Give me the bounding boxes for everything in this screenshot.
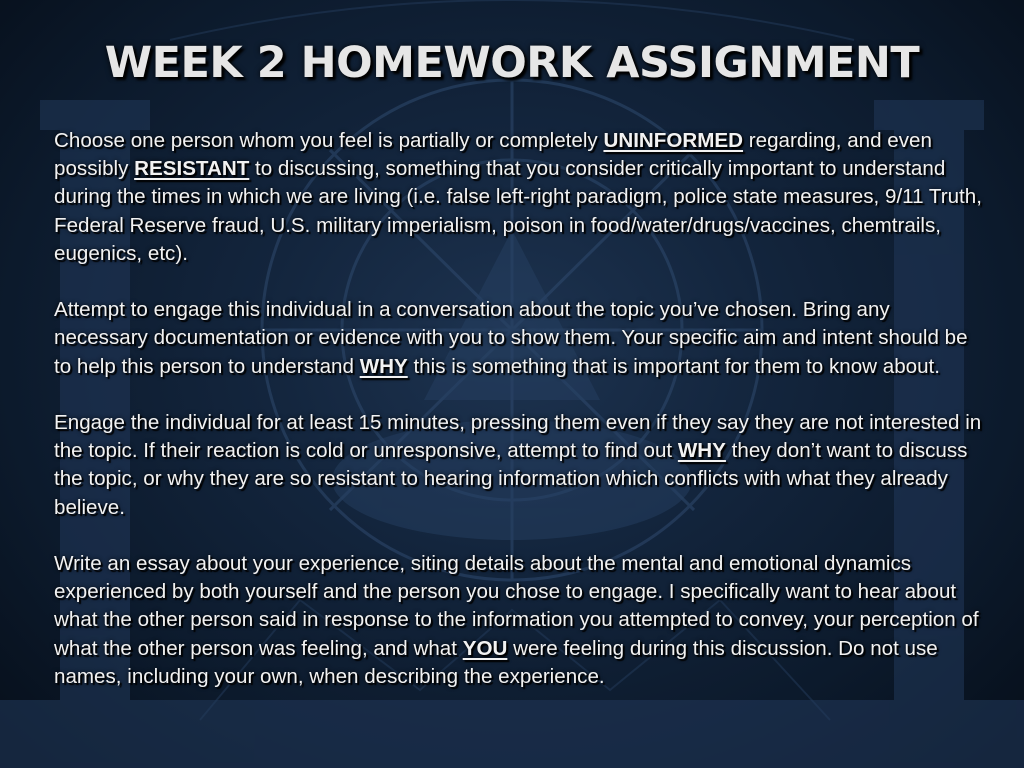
- assignment-paragraph: [54, 550, 984, 691]
- background-top-arch: [170, 0, 854, 40]
- emphasized-word: YOU: [462, 636, 508, 660]
- background-left-capital: [40, 100, 150, 130]
- paragraph-text: were feeling during this discussion. Do not use names, including your own, when describing the experience.: [54, 636, 938, 688]
- emphasized-word: UNINFORMED: [603, 129, 744, 152]
- paragraph-text: Engage the individual for at least 15 minutes, pressing them even if they say they are not interested in the topic. If their reaction is cold or unresponsive, attempt to find out: [54, 411, 982, 463]
- slide-title: WEEK 2 HOMEWORK ASSIGNMENT: [104, 38, 920, 88]
- paragraph-text: to discussing, something that you consider critically important to understand during the times in which we are living (i.e. false left-right paradigm, police state measures, 9/11 Truth, Federal Reserve fraud, U.S. military imperialism, poison in food/water/drugs/vaccines, chemtrails, eugenics, etc).: [54, 157, 982, 265]
- assignment-paragraph: [54, 127, 984, 268]
- assignment-body: [54, 127, 984, 719]
- emphasized-word: WHY: [677, 439, 726, 463]
- paragraph-text: Attempt to engage this individual in a conversation about the topic you’ve chosen. Bring any necessary documentation or evidence with you to show them. Your specific aim and intent should be to help this person to understand: [54, 298, 968, 378]
- emphasized-word: WHY: [359, 354, 408, 378]
- paragraph-text: they don’t want to discuss the topic, or why they are so resistant to hearing information which conflicts with what they already believe.: [54, 439, 968, 519]
- paragraph-text: Write an essay about your experience, siting details about the mental and emotional dynamics experienced by both yourself and the person you chose to engage. I specifically want to hear about what the other person said in response to the information you attempted to convey, your perception of what the other person was feeling, and what: [54, 552, 979, 660]
- assignment-paragraph: [54, 296, 984, 381]
- emphasized-word: RESISTANT: [134, 157, 250, 181]
- background-right-capital: [874, 100, 984, 130]
- paragraph-text: Choose one person whom you feel is partially or completely: [54, 129, 604, 152]
- paragraph-text: this is something that is important for them to know about.: [407, 354, 940, 378]
- paragraph-text: regarding, and even possibly: [54, 129, 932, 181]
- assignment-paragraph: [54, 409, 984, 522]
